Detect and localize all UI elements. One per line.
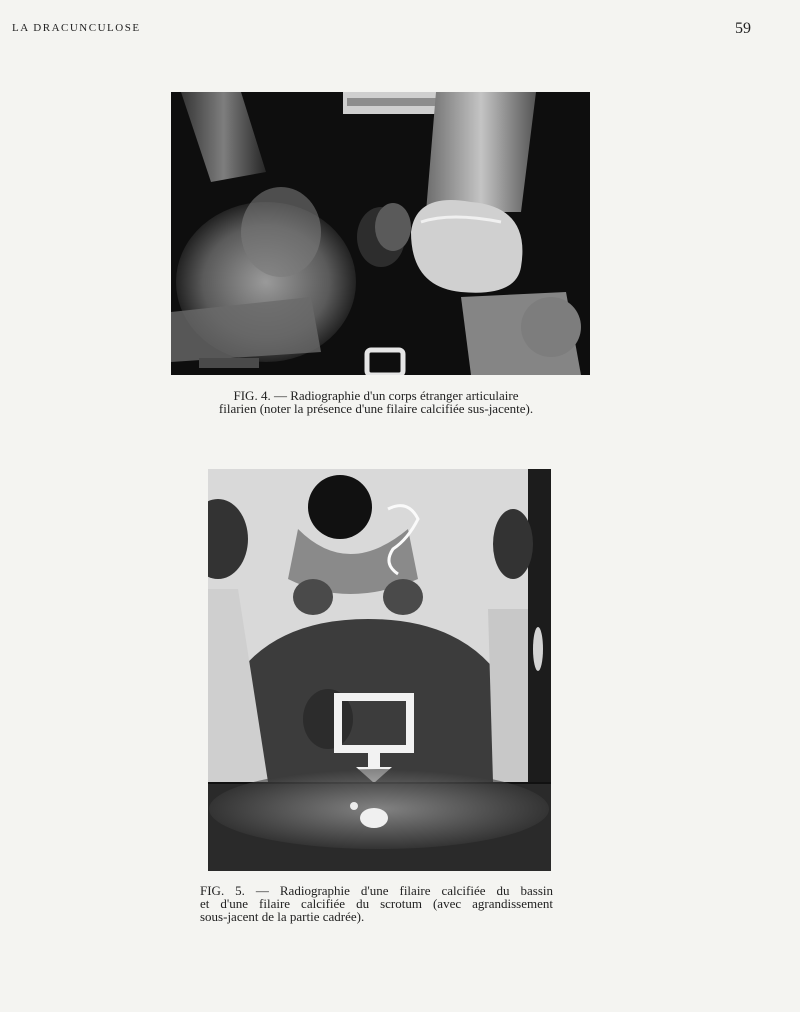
figure-4-caption <box>195 389 557 415</box>
caption-line: sous-jacent de la partie cadrée). <box>200 909 365 924</box>
caption-line: filarien (noter la présence d'une filaire calcifiée sus-jacente). <box>218 401 534 416</box>
figure-5-caption <box>200 884 553 923</box>
caption-line: et d'une filaire calcifiée du scrotum (avec agrandissement <box>200 896 553 911</box>
running-title: LA DRACUNCULOSE <box>12 22 141 34</box>
figure-4-knee-radiograph <box>171 92 590 375</box>
pelvis-xray-image <box>208 469 551 871</box>
caption-line: FIG. 5. — Radiographie d'une filaire calcifiée du bassin <box>200 883 553 898</box>
caption-line: FIG. 4. — Radiographie d'un corps étranger articulaire <box>233 388 519 403</box>
figure-5-pelvis-radiograph <box>208 469 551 871</box>
knee-xray-image <box>171 92 590 375</box>
page-number: 59 <box>735 20 751 37</box>
